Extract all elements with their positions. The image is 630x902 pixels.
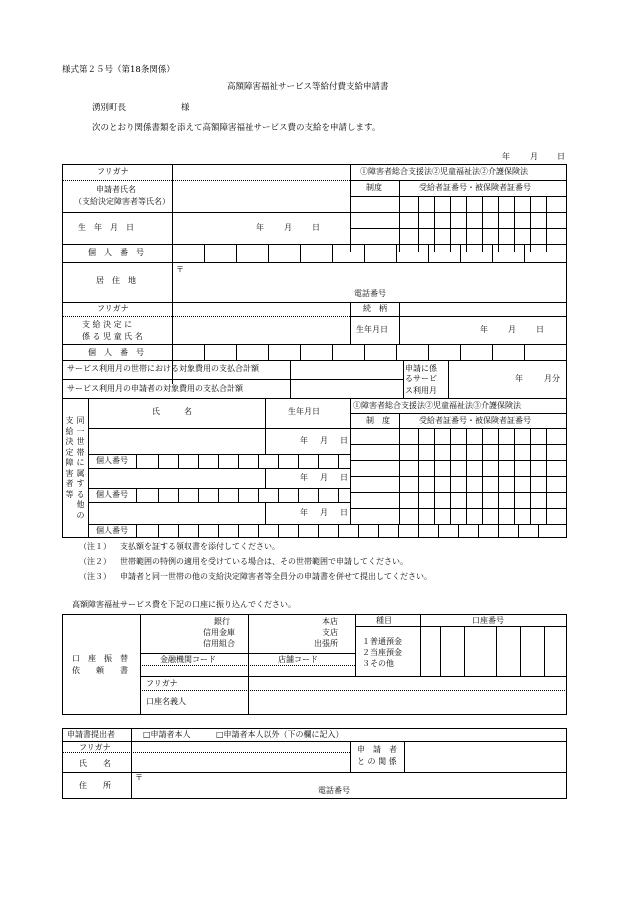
branch-code-label: 店舗コード	[278, 655, 318, 664]
member1-day: 日	[340, 436, 348, 445]
birthdate-day: 日	[312, 223, 320, 232]
submitter-option-other[interactable]: □申請者本人以外（下の欄に記入）	[216, 730, 344, 739]
service-month-label-2: るサービ	[405, 374, 437, 383]
child-birthdate-label: 生年月日	[356, 325, 388, 334]
holder-label: 口座名義人	[146, 697, 186, 706]
child-birthdate-year: 年	[480, 325, 488, 334]
service-month-year: 年	[515, 374, 523, 383]
note-1-label: （注１）	[79, 542, 111, 551]
bank-type-1: 銀行	[214, 617, 230, 626]
addressee-honorific: 様	[181, 103, 190, 113]
relation-label: 続 柄	[363, 304, 387, 313]
member-name-header: 氏 名	[152, 407, 192, 416]
member2-month: 月	[320, 473, 328, 482]
cert-header-2: 受給者証番号・被保険者証番号	[419, 416, 531, 425]
member2-personal-number: 個人番号	[96, 490, 128, 499]
cert-header: 受給者証番号・被保険者証番号	[419, 183, 531, 192]
account-type-1: １普通預金	[362, 637, 402, 646]
personal-number-label: 個 人 番 号	[88, 248, 144, 257]
member1-month: 月	[320, 436, 328, 445]
account-type-2: ２当座預金	[362, 648, 402, 657]
member3-day: 日	[340, 508, 348, 517]
submitter-furigana-label: フリガナ	[79, 743, 111, 752]
addressee: 湧別町長	[92, 103, 127, 113]
date-month: 月	[530, 152, 538, 161]
service-month-label-3: ス利用月	[405, 386, 437, 395]
submitter-postal-mark: 〒	[135, 773, 143, 782]
bank-intro: 高額障害福祉サービス費を下記の口座に振り込んでください。	[72, 600, 296, 609]
submitter-option-self[interactable]: □申請者本人	[143, 730, 191, 739]
member2-year: 年	[300, 473, 308, 482]
birthdate-month: 月	[284, 223, 292, 232]
note-1-text: 支払額を証する領収書を添付してください。	[120, 542, 280, 551]
law-header-2: ①障害者総合支援法②児童福祉法③介護保険法	[353, 401, 521, 410]
address-label: 居 住 地	[96, 276, 136, 285]
bank-code-label: 金融機関コード	[160, 655, 216, 664]
submitter-address-label: 住 所	[79, 781, 111, 790]
side-label-right: 同一世帯に属する他の	[76, 416, 85, 520]
service-month-label-1: 申請に係	[405, 364, 437, 373]
intro-text: 次のとおり関係書類を添えて高額障害福祉サービス費の支給を申請します。	[92, 123, 381, 133]
submitter-label: 申請書提出者	[67, 730, 115, 739]
applicant-name-sub: （支給決定障害者等氏名）	[74, 197, 170, 206]
account-number-header: 口座番号	[472, 616, 504, 625]
transfer-label-2: 依 頼 書	[72, 666, 128, 675]
note-3-text: 申請者と同一世帯の他の支給決定障害者等全員分の申請書を併せて提出してください。	[120, 572, 432, 581]
system-label-2: 制 度	[366, 416, 390, 425]
submitter-phone-label: 電話番号	[318, 786, 350, 795]
personal-number-label-2: 個 人 番 号	[88, 348, 144, 357]
birthdate-label: 生 年 月 日	[78, 223, 134, 232]
relation-label-1: 申 請 者	[357, 745, 397, 754]
applicant-total-label: サービス利用月の申請者の対象費用の支払合計額	[67, 384, 243, 393]
member1-personal-number: 個人番号	[96, 456, 128, 465]
form-number: 様式第２５号（第18条関係）	[62, 65, 175, 75]
bank-type-2: 信用金庫	[203, 628, 235, 637]
household-total-label: サービス利用月の世帯における対象費用の支払合計額	[67, 364, 259, 373]
member1-year: 年	[300, 436, 308, 445]
date-year: 年	[502, 152, 510, 161]
date-day: 日	[557, 152, 565, 161]
member2-day: 日	[340, 473, 348, 482]
furigana-label: フリガナ	[97, 167, 129, 176]
child-birthdate-month: 月	[508, 325, 516, 334]
bank-type-3: 信用組合	[203, 639, 235, 648]
furigana-label-2: フリガナ	[97, 304, 129, 313]
applicant-name-label: 申請者氏名	[96, 185, 136, 194]
postal-mark: 〒	[176, 265, 184, 274]
member-birthdate-header: 生年月日	[288, 407, 320, 416]
page-title: 高額障害福祉サービス等給付費支給申請書	[227, 82, 389, 92]
child-birthdate-day: 日	[536, 325, 544, 334]
note-3-label: （注３）	[79, 572, 111, 581]
member3-month: 月	[320, 508, 328, 517]
phone-label: 電話番号	[354, 289, 386, 298]
account-type-header: 種目	[376, 616, 392, 625]
note-2-text: 世帯範囲の特例の適用を受けている場合は、その世帯範囲で申請してください。	[120, 557, 408, 566]
child-name-label-1: 支 給 決 定 に	[82, 320, 133, 329]
account-type-3: ３その他	[362, 659, 394, 668]
branch-type-1: 本店	[322, 617, 338, 626]
member3-year: 年	[300, 508, 308, 517]
law-header: ①障害者総合支援法②児童福祉法②介護保険法	[360, 167, 528, 176]
birthdate-year: 年	[256, 223, 264, 232]
transfer-label-1: 口 座 振 替	[72, 654, 128, 663]
child-name-label-2: 係 る 児 童 氏 名	[82, 332, 143, 341]
branch-type-3: 出張所	[314, 639, 338, 648]
holder-furigana-label: フリガナ	[146, 679, 178, 688]
submitter-name-label: 氏 名	[79, 759, 111, 768]
member3-personal-number: 個人番号	[96, 526, 128, 535]
system-label: 制度	[366, 183, 382, 192]
service-month-fen: 月分	[544, 374, 560, 383]
note-2-label: （注２）	[79, 557, 111, 566]
branch-type-2: 支店	[322, 628, 338, 637]
side-label-left: 支給決定障害者等	[65, 416, 74, 499]
relation-label-2: と の 関 係	[357, 757, 397, 766]
